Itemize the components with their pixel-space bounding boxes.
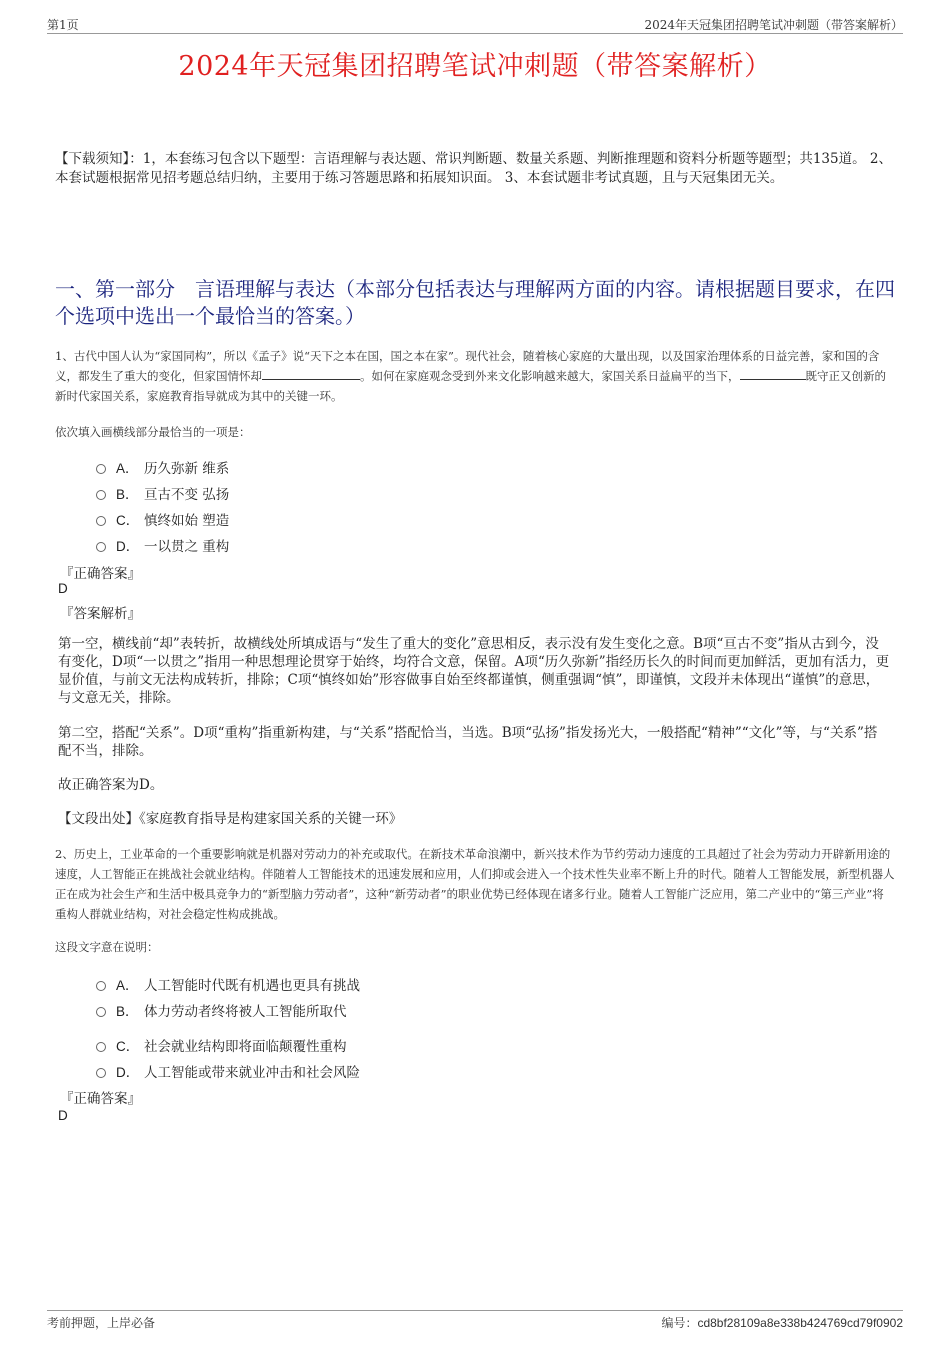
- question-1-source: 【文段出处】《家庭教育指导是构建家国关系的关键一环》: [58, 811, 403, 827]
- question-1-text: [55, 346, 895, 406]
- question-1-text-part-a: 1、古代中国人认为“家国同构”，所以《孟子》说“天下之本在国，国之本在家”。现代社会，随着核心家庭的大量出现，以及国家治理体系的日益完善，家和国的含义，都发生了重大的变化，但家国情怀却: [55, 349, 880, 383]
- question-2-option-a[interactable]: A． 人工智能时代既有机遇也更具有挑战: [96, 974, 360, 994]
- radio-icon[interactable]: [96, 1042, 106, 1052]
- footer-code-label: 编号：: [661, 1316, 698, 1330]
- question-1-analysis-para-1: 第一空，横线前“却”表转折，故横线处所填成语与“发生了重大的变化”意思相反，表示没有发生变化之意。B项“亘古不变”指从古到今，没有变化，D项“一以贯之”指用一种思想理论贯穿于始终，均符合文意，保留。A项“历久弥新”指经历长久的时间而更加鲜活，更加有活力，更显价值，与前文无法构成转折，排除；C项“慎终如始”形容做事自始至终都谨慎，侧重强调“慎”，即谨慎，文段并未体现出“谨慎”的意思，与文意无关，排除。: [58, 636, 890, 706]
- question-1-option-d[interactable]: D． 一以贯之 重构: [96, 535, 229, 555]
- section-title: 一、第一部分 言语理解与表达（本部分包括表达与理解两方面的内容。请根据题目要求，在四个选项中选出一个最恰当的答案。）: [55, 277, 895, 328]
- question-1-analysis-para-3: 故正确答案为D。: [58, 777, 164, 793]
- question-1-analysis-para-2: 第二空，搭配“关系”。D项“重构”指重新构建，与“关系”搭配恰当，当选。B项“弘扬”指发扬光大，一般搭配“精神”“文化”等，与“关系”搭配不当，排除。: [58, 725, 878, 759]
- question-1-text-part-c: 既守正又创新的新时代家国关系，家庭教育指导就成为其中的关键一环。: [55, 369, 886, 403]
- question-2-text: 2、历史上，工业革命的一个重要影响就是机器对劳动力的补充或取代。在新技术革命浪潮中，新兴技术作为节约劳动力速度的工具超过了社会为劳动力开辟新用途的速度，人工智能正在挑战社会就业结构。伴随着人工智能技术的迅速发展和应用，人们抑或会进入一个技术性失业率不断上升的时代。随着人工智能发展，新型机器人正在成为社会生产和生活中极具竞争力的“新型脑力劳动者”，这种“新劳动者”的职业优势已经体现在诸多行业。随着人工智能广泛应用，第二产业中的“第三产业”将重构人群就业结构，对社会稳定性构成挑战。: [55, 847, 895, 921]
- question-2-correct-answer: D: [58, 1108, 68, 1123]
- question-1-option-a[interactable]: A． 历久弥新 维系: [96, 457, 229, 477]
- question-1-correct-answer: D: [58, 581, 68, 596]
- question-2-correct-label: 『正确答案』: [60, 1091, 141, 1107]
- header-rule: [47, 33, 903, 34]
- question-1-analysis-label: 『答案解析』: [60, 606, 141, 622]
- download-notice: 【下载须知】：1，本套练习包含以下题型：言语理解与表达题、常识判断题、数量关系题、判断推理题和资料分析题等题型；共135道。 2、本套试题根据常见招考题总结归纳，主要用于练习答题思路和拓展知识面。 3、本套试题非考试真题，且与天冠集团无关。: [55, 151, 892, 186]
- question-2-option-c[interactable]: C． 社会就业结构即将面临颠覆性重构: [96, 1035, 347, 1055]
- footer-slogan: 考前押题，上岸必备: [47, 1316, 156, 1330]
- question-1-blank-1: [262, 367, 360, 380]
- question-2-option-b[interactable]: B． 体力劳动者终将被人工智能所取代: [96, 1000, 347, 1020]
- question-1-option-c[interactable]: C． 慎终如始 塑造: [96, 509, 229, 529]
- question-2-option-d[interactable]: D． 人工智能或带来就业冲击和社会风险: [96, 1061, 360, 1081]
- header-doc-title: 2024年天冠集团招聘笔试冲刺题（带答案解析）: [644, 18, 903, 32]
- question-1-option-b[interactable]: B． 亘古不变 弘扬: [96, 483, 229, 503]
- header-page-number: 第1页: [47, 18, 79, 32]
- footer-rule: [47, 1310, 903, 1311]
- question-1-correct-label: 『正确答案』: [60, 566, 141, 582]
- question-1-text-part-b: 。如何在家庭观念受到外来文化影响越来越大，家国关系日益扁平的当下，: [360, 369, 740, 383]
- radio-icon[interactable]: [96, 464, 106, 474]
- page-title: 2024年天冠集团招聘笔试冲刺题（带答案解析）: [178, 51, 772, 82]
- radio-icon[interactable]: [96, 490, 106, 500]
- footer-code: [661, 1314, 903, 1331]
- question-2-prompt: 这段文字意在说明：: [55, 940, 159, 954]
- radio-icon[interactable]: [96, 516, 106, 526]
- footer-code-value: cd8bf28109a8e338b424769cd79f0902: [697, 1316, 903, 1330]
- question-1-blank-2: [740, 367, 806, 380]
- radio-icon[interactable]: [96, 1068, 106, 1078]
- radio-icon[interactable]: [96, 1007, 106, 1017]
- radio-icon[interactable]: [96, 981, 106, 991]
- question-1-prompt: 依次填入画横线部分最恰当的一项是：: [55, 425, 251, 439]
- radio-icon[interactable]: [96, 542, 106, 552]
